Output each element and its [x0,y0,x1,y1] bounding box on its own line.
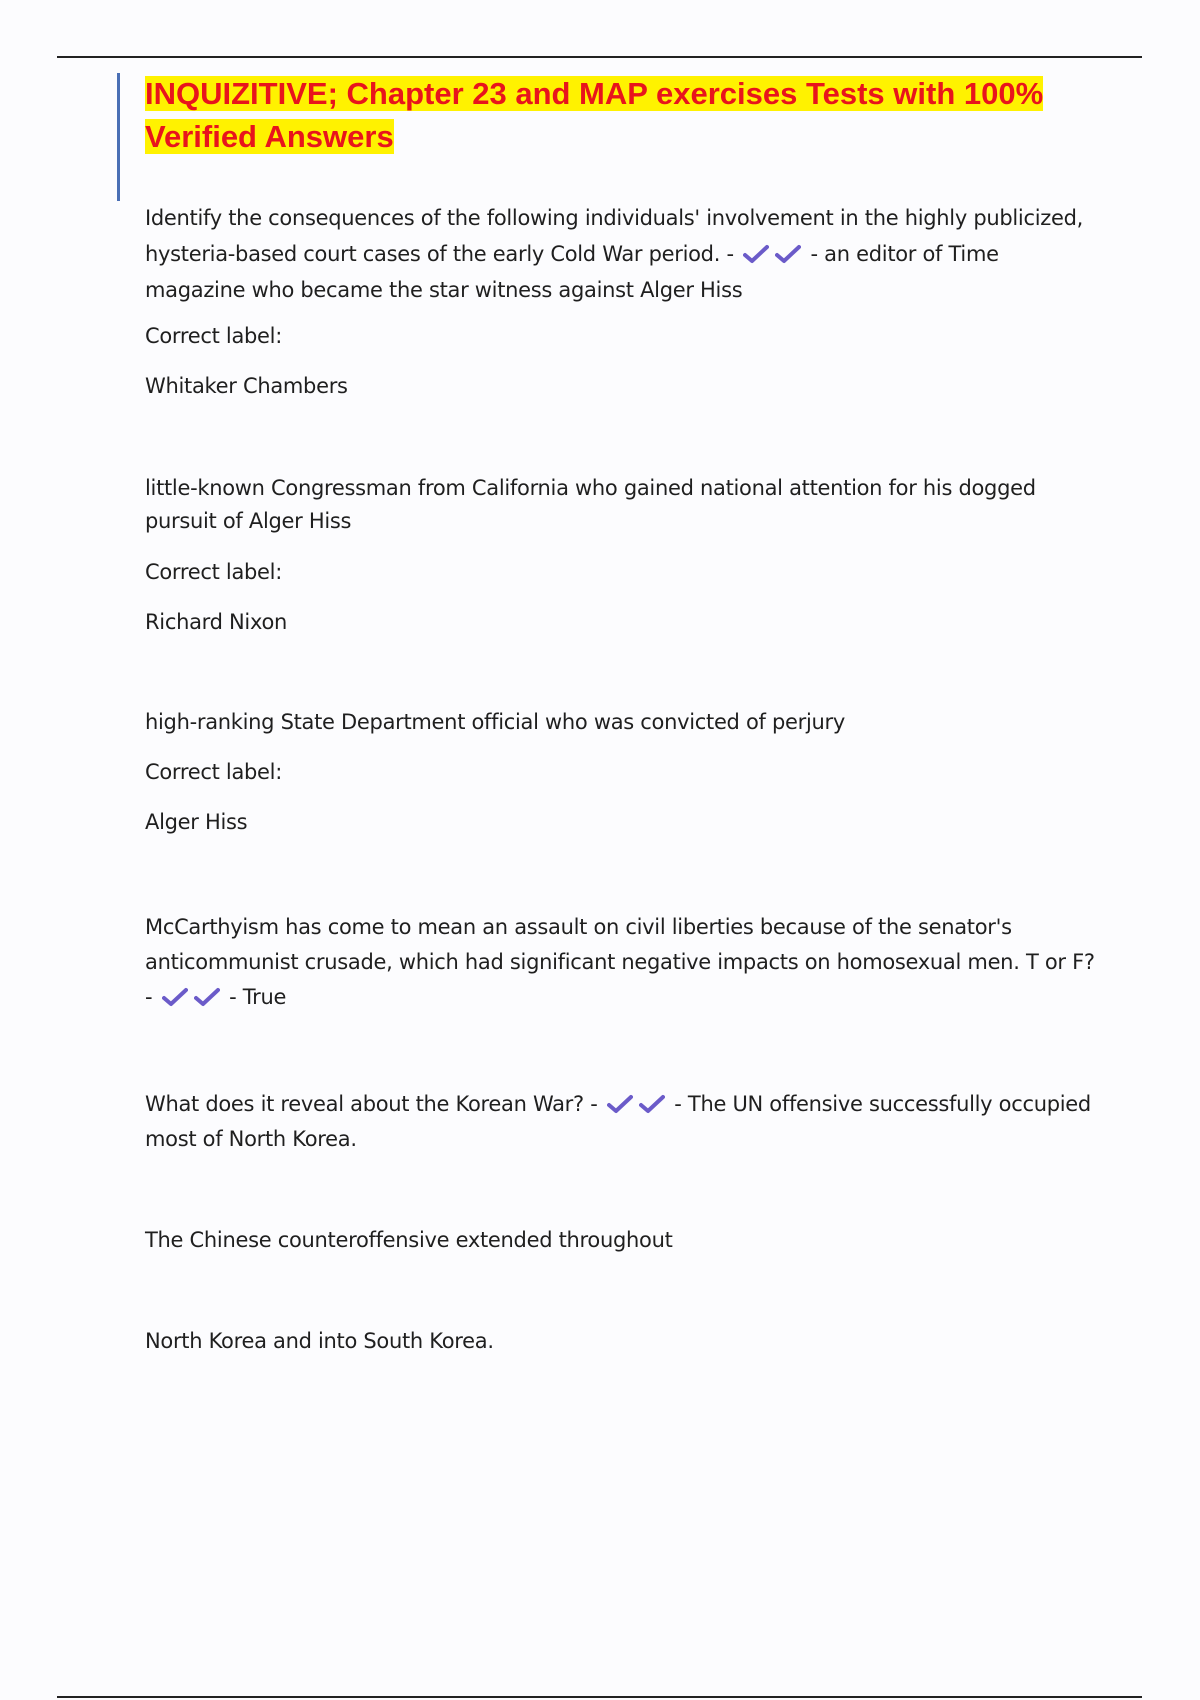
checkmark-icon [162,987,188,1007]
question-1-prompt: Identify the consequences of the following individuals' involvement in the highly publicized, hysteria-based court cases of the early Cold War period. - - an editor of Time magazine who became the star witness against Alger Hiss [145,206,1083,302]
question-7-prompt: North Korea and into South Korea. [145,1329,494,1353]
question-2-prompt: little-known Congressman from California who gained national attention for his dogged pursuit of Alger Hiss [145,476,1036,533]
checkmark-icon [194,987,220,1007]
correct-label-heading: Correct label: [145,324,282,348]
document-title [145,72,1125,158]
title-quote-bar [117,73,120,201]
checkmark-icon [743,244,769,264]
answer-text: Richard Nixon [145,610,288,634]
question-3-prompt: high-ranking State Department official who was convicted of perjury [145,710,845,734]
top-rule [57,56,1142,58]
checkmark-icon [639,1094,665,1114]
title-highlight: INQUIZITIVE; Chapter 23 and MAP exercises Tests with 100% Verified Answers [145,76,1044,154]
question-6-prompt: The Chinese counteroffensive extended throughout [145,1228,673,1252]
answer-text: Alger Hiss [145,810,248,834]
question-4-prompt: McCarthyism has come to mean an assault on civil liberties because of the senator's anticommunist crusade, which had significant negative impacts on homosexual men. T or F? - - True [145,915,1095,1009]
correct-label-heading: Correct label: [145,760,282,784]
answer-text: Whitaker Chambers [145,374,348,398]
bottom-rule [57,1696,1142,1698]
checkmark-icon [607,1094,633,1114]
checkmark-icon [775,244,801,264]
correct-label-heading: Correct label: [145,560,282,584]
question-5-prompt: What does it reveal about the Korean War? - - The UN offensive successfully occupied most of North Korea. [145,1092,1091,1151]
